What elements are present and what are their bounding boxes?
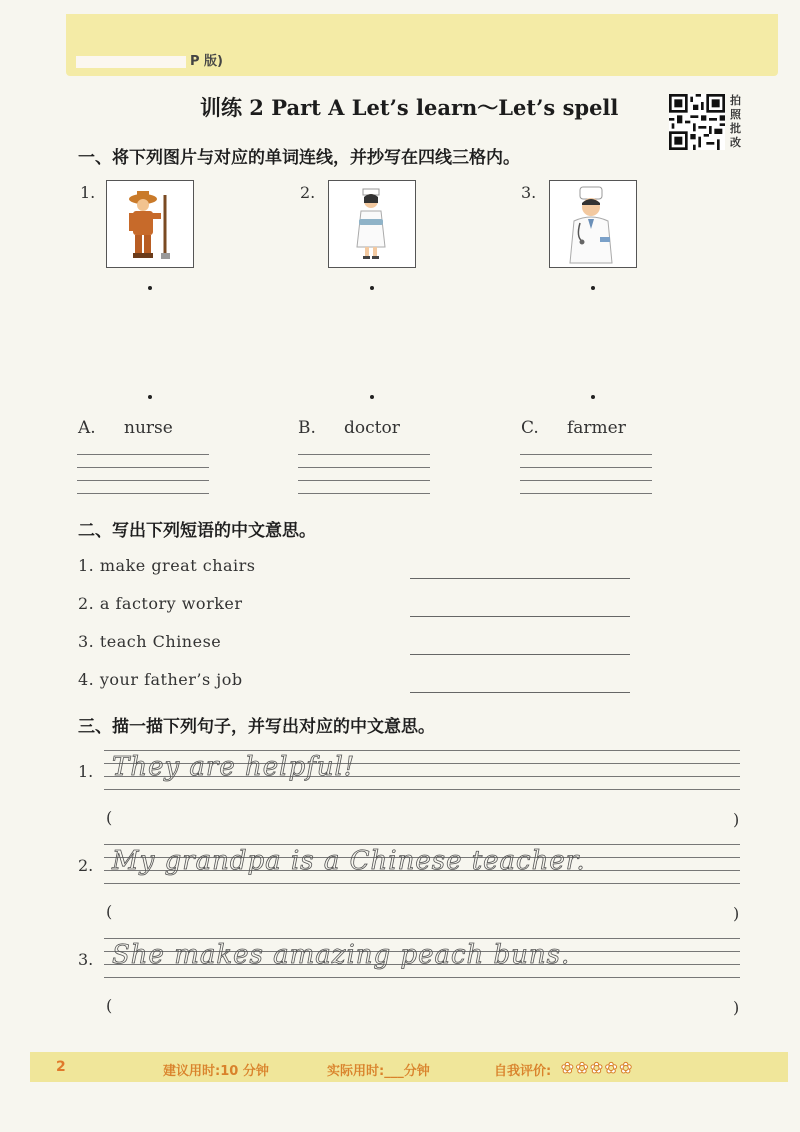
open-parenthesis: ( [106,902,113,921]
phrase-item: 1. make great chairs [78,556,256,575]
match-dot[interactable] [591,395,595,399]
qr-code-icon[interactable] [669,94,725,150]
option-word: nurse [124,418,173,438]
trace-writing-area[interactable] [104,750,740,790]
answer-line[interactable] [410,578,630,579]
four-line-writing-area[interactable] [520,454,652,494]
word-option [78,418,173,438]
suggested-time: 建议用时:10 分钟 [163,1064,269,1079]
nurse-icon [329,181,415,267]
word-option [298,418,400,438]
option-letter: B. [298,418,316,438]
close-parenthesis: ) [733,810,740,829]
four-line-writing-area[interactable] [298,454,430,494]
farmer-picture [106,180,194,268]
doctor-picture [549,180,637,268]
picture-number: 1. [80,183,96,202]
farmer-icon [107,181,193,267]
four-line-writing-area[interactable] [77,454,209,494]
option-word: farmer [567,418,626,438]
phrase-item: 2. a factory worker [78,594,243,613]
match-dot[interactable] [370,395,374,399]
answer-line[interactable] [410,616,630,617]
phrase-item: 3. teach Chinese [78,632,222,651]
trace-writing-area[interactable] [104,844,740,884]
sentence-number: 2. [78,856,94,875]
trace-writing-area[interactable] [104,938,740,978]
redacted-area [76,56,186,68]
open-parenthesis: ( [106,996,113,1015]
qr-caption-char: 改 [730,136,741,149]
word-option [521,418,626,438]
qr-caption-char: 照 [730,108,741,121]
doctor-icon [550,181,636,267]
star-icon[interactable]: ✿ [590,1059,603,1077]
match-dot[interactable] [591,286,595,290]
match-dot[interactable] [148,286,152,290]
section3-title: 三、描一描下列句子，并写出对应的中文意思。 [78,717,435,737]
match-dot[interactable] [370,286,374,290]
lesson-title: 训练 2 Part A Let’s learn～Let’s spell [200,95,619,120]
trace-sentence: They are helpful! [112,752,356,782]
qr-caption-char: 拍 [730,94,741,107]
match-dot[interactable] [148,395,152,399]
answer-line[interactable] [410,654,630,655]
qr-caption [730,94,744,150]
close-parenthesis: ) [733,998,740,1017]
sentence-number: 3. [78,950,94,969]
star-icon[interactable]: ✿ [561,1059,574,1077]
phrase-item: 4. your father’s job [78,670,243,689]
trace-sentence: She makes amazing peach buns. [112,940,571,970]
picture-number: 2. [300,183,316,202]
option-word: doctor [344,418,400,438]
star-icon[interactable]: ✿ [619,1059,632,1077]
star-icon[interactable]: ✿ [604,1059,618,1077]
star-icon[interactable]: ✿ [575,1059,589,1077]
nurse-picture [328,180,416,268]
section1-title: 一、将下列图片与对应的单词连线，并抄写在四线三格内。 [78,148,520,168]
section2-title: 二、写出下列短语的中文意思。 [78,521,316,541]
actual-time: 实际用时:___分钟 [327,1064,430,1079]
self-evaluation-stars [561,1059,632,1077]
qr-caption-char: 批 [730,122,741,135]
answer-line[interactable] [410,692,630,693]
picture-number: 3. [521,183,537,202]
self-evaluation-label: 自我评价: [494,1064,552,1079]
close-parenthesis: ) [733,904,740,923]
trace-sentence: My grandpa is a Chinese teacher. [112,846,586,876]
series-title: P 版) [76,50,223,69]
sentence-number: 1. [78,762,94,781]
option-letter: C. [521,418,539,438]
page-number: 2 [56,1059,66,1075]
open-parenthesis: ( [106,808,113,827]
option-letter: A. [78,418,96,438]
